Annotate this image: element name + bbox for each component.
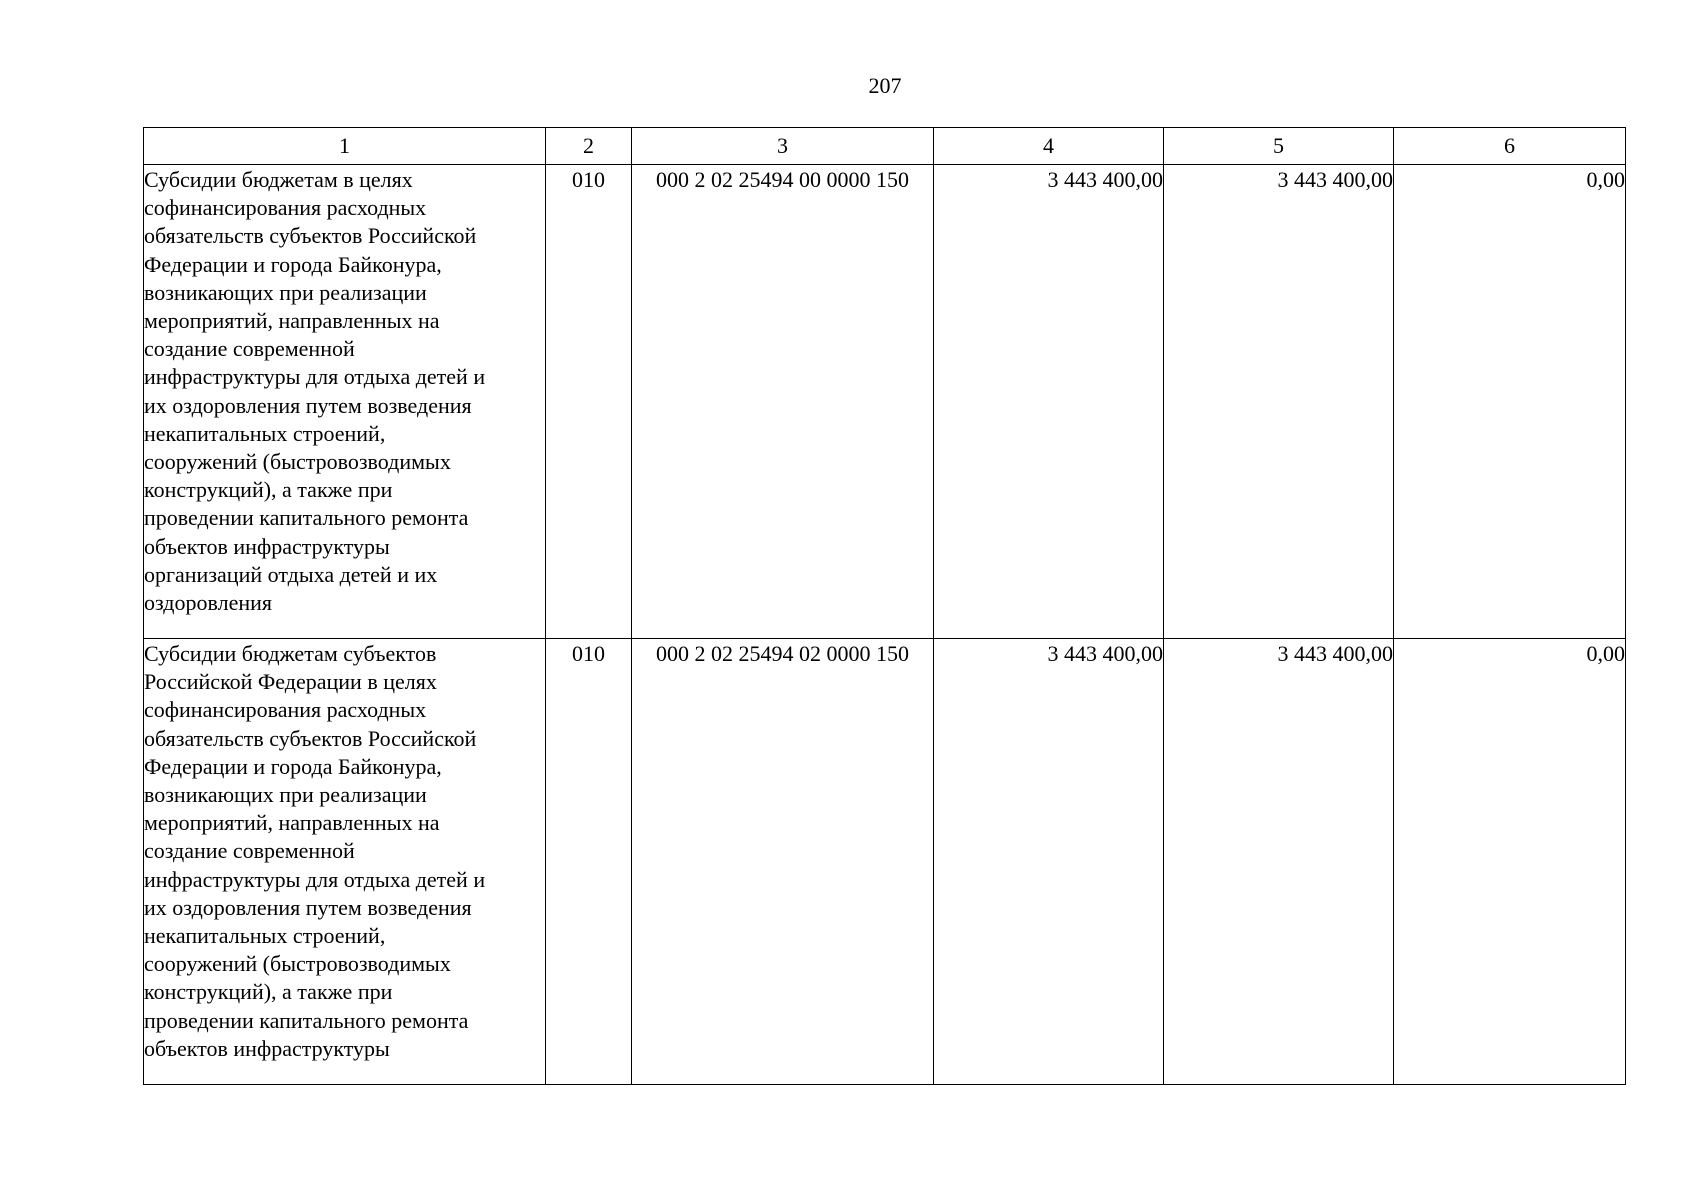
description-line: Федерации и города Байконура, (144, 753, 442, 779)
page-number: 207 (868, 73, 902, 98)
description-line: организаций отдыха детей и их (144, 561, 438, 587)
row-col4-value: 3 443 400,00 (934, 639, 1164, 1085)
row-col6-value: 0,00 (1394, 165, 1626, 639)
description-line: мероприятий, направленных на (144, 308, 440, 334)
description-line: обязательств субъектов Российской (144, 223, 477, 249)
description-line: оздоровления (144, 590, 272, 616)
row-description (144, 639, 546, 1085)
description-line: проведении капитального ремонта (144, 1007, 469, 1033)
table-row (144, 165, 1626, 639)
header-cell-6: 6 (1394, 128, 1626, 165)
row-col5-value: 3 443 400,00 (1164, 639, 1394, 1085)
header-cell-4: 4 (934, 128, 1164, 165)
row-col6-value: 0,00 (1394, 639, 1626, 1085)
description-line: возникающих при реализации (144, 279, 427, 305)
description-line: сооружений (быстровозводимых (144, 449, 451, 475)
description-line: конструкций), а также при (144, 477, 393, 503)
description-line: обязательств субъектов Российской (144, 725, 477, 751)
description-line: инфраструктуры для отдыха детей и (144, 364, 486, 390)
budget-table (143, 127, 1626, 1085)
description-line: софинансирования расходных (144, 697, 427, 723)
description-line: некапитальных строений, (144, 420, 386, 446)
description-line: их оздоровления путем возведения (144, 894, 472, 920)
description-line: конструкций), а также при (144, 979, 393, 1005)
description-line: некапитальных строений, (144, 923, 386, 949)
description-line: Субсидии бюджетам в целях (144, 167, 413, 192)
description-line: инфраструктуры для отдыха детей и (144, 866, 486, 892)
row-code: 010 (546, 165, 632, 639)
description-line: Российской Федерации в целях (144, 669, 437, 695)
description-line: мероприятий, направленных на (144, 810, 440, 836)
header-cell-1: 1 (144, 128, 546, 165)
description-line: объектов инфраструктуры (144, 1035, 390, 1061)
description-line: Федерации и города Байконура, (144, 251, 442, 277)
header-cell-2: 2 (546, 128, 632, 165)
description-line: создание современной (144, 838, 355, 864)
row-code: 010 (546, 639, 632, 1085)
row-kbk: 000 2 02 25494 02 0000 150 (632, 639, 934, 1085)
description-line: проведении капитального ремонта (144, 505, 469, 531)
description-line: сооружений (быстровозводимых (144, 951, 451, 977)
row-description (144, 165, 546, 639)
row-col4-value: 3 443 400,00 (934, 165, 1164, 639)
header-cell-5: 5 (1164, 128, 1394, 165)
row-col5-value: 3 443 400,00 (1164, 165, 1394, 639)
description-line: создание современной (144, 336, 355, 362)
description-line: Субсидии бюджетам субъектов (144, 641, 437, 666)
description-line: возникающих при реализации (144, 782, 427, 808)
header-cell-3: 3 (632, 128, 934, 165)
description-line: софинансирования расходных (144, 195, 427, 221)
row-kbk: 000 2 02 25494 00 0000 150 (632, 165, 934, 639)
table-row (144, 639, 1626, 1085)
table-header-row (144, 128, 1626, 165)
description-line: объектов инфраструктуры (144, 533, 390, 559)
description-line: их оздоровления путем возведения (144, 392, 472, 418)
